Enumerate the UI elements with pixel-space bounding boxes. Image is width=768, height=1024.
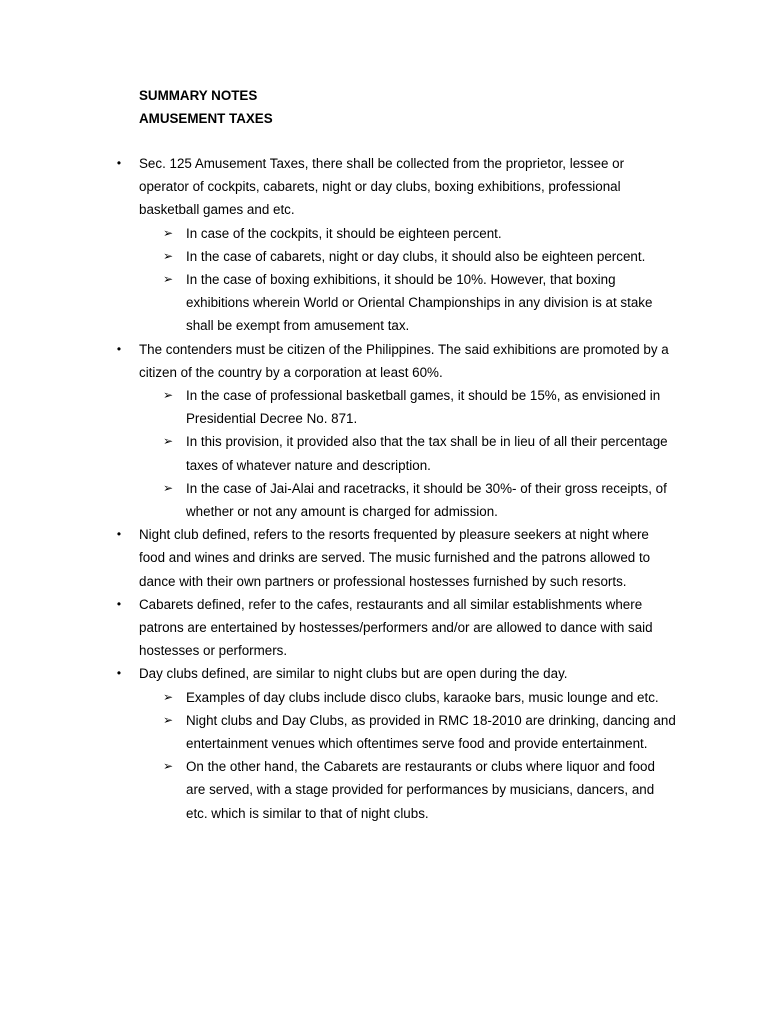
- sub-item-text: In this provision, it provided also that the tax shall be in lieu of all their percentage taxes of whatever nature and description.: [186, 434, 668, 473]
- bullet-item: [0, 152, 675, 338]
- sub-item-text: On the other hand, the Cabarets are restaurants or clubs where liquor and food are served, with a stage provided for performances by musicians, dancers, and etc. which is similar to that of night clubs.: [186, 759, 655, 821]
- sub-item: [139, 686, 676, 709]
- sub-item: [139, 384, 676, 430]
- arrow-bullet-icon: ➢: [162, 248, 174, 263]
- arrow-bullet-icon: ➢: [162, 272, 174, 287]
- bullet-text: Day clubs defined, are similar to night clubs but are open during the day.: [139, 666, 568, 682]
- bullet-item: [0, 593, 675, 663]
- arrow-bullet-icon: ➢: [162, 225, 174, 240]
- arrow-bullet-icon: ➢: [162, 712, 174, 727]
- arrow-bullet-icon: ➢: [162, 388, 174, 403]
- sub-item: [139, 477, 676, 523]
- sub-item: [139, 430, 676, 476]
- bullet-text: Sec. 125 Amusement Taxes, there shall be collected from the proprietor, lessee or operator of cockpits, cabarets, night or day clubs, boxing exhibitions, professional basketball games and etc.: [139, 156, 625, 218]
- sub-list: [139, 686, 675, 825]
- bullet-text: Night club defined, refers to the resorts frequented by pleasure seekers at night where food and wines and drinks are served. The music furnished and the patrons allowed to dance with their own partners or professional hostesses furnished by such resorts.: [139, 527, 651, 589]
- bullet-dot-icon: •: [116, 527, 122, 542]
- sub-item-text: In the case of cabarets, night or day clubs, it should also be eighteen percent.: [186, 248, 646, 264]
- bullet-dot-icon: •: [116, 666, 122, 681]
- bullet-dot-icon: •: [116, 341, 122, 356]
- sub-item-text: In the case of Jai-Alai and racetracks, it should be 30%- of their gross receipts, of whether or not any amount is charged for admission.: [186, 480, 667, 520]
- sub-list: [139, 222, 675, 338]
- arrow-bullet-icon: ➢: [162, 689, 174, 704]
- bullet-dot-icon: •: [116, 156, 122, 170]
- sub-item-text: In the case of professional basketball games, it should be 15%, as envisioned in Presidential Decree No. 871.: [186, 388, 661, 427]
- bullet-item: [0, 338, 675, 524]
- sub-item: [139, 245, 676, 268]
- sub-list: [139, 384, 675, 523]
- bullet-text: The contenders must be citizen of the Philippines. The said exhibitions are promoted by a citizen of the country by a corporation at least 60%.: [139, 341, 669, 380]
- arrow-bullet-icon: ➢: [162, 480, 174, 495]
- bullet-dot-icon: •: [116, 596, 122, 611]
- arrow-bullet-icon: ➢: [162, 759, 174, 774]
- document-title-line-1: SUMMARY NOTES: [139, 88, 258, 103]
- bullet-list: [0, 152, 768, 825]
- sub-item-text: Examples of day clubs include disco clubs, karaoke bars, music lounge and etc.: [186, 689, 659, 705]
- bullet-item: [0, 662, 675, 824]
- sub-item: [139, 222, 676, 245]
- sub-item-text: In the case of boxing exhibitions, it should be 10%. However, that boxing exhibitions wherein World or Oriental Championships in any division is at stake shall be exempt from amusement tax.: [186, 272, 653, 334]
- arrow-bullet-icon: ➢: [162, 434, 174, 449]
- sub-item: [139, 709, 676, 755]
- sub-item-text: In case of the cockpits, it should be eighteen percent.: [186, 225, 502, 241]
- document-title-line-2: AMUSEMENT TAXES: [139, 111, 273, 126]
- bullet-text: Cabarets defined, refer to the cafes, restaurants and all similar establishments where patrons are entertained by hostesses/performers and/or are allowed to dance with said hostesses or performers.: [139, 596, 653, 659]
- bullet-item: [0, 523, 675, 593]
- sub-item-text: Night clubs and Day Clubs, as provided in RMC 18-2010 are drinking, dancing and entertainment venues which oftentimes serve food and provide entertainment.: [186, 712, 676, 752]
- sub-item: [139, 755, 676, 825]
- sub-item: [139, 268, 676, 338]
- document-body: [0, 152, 768, 825]
